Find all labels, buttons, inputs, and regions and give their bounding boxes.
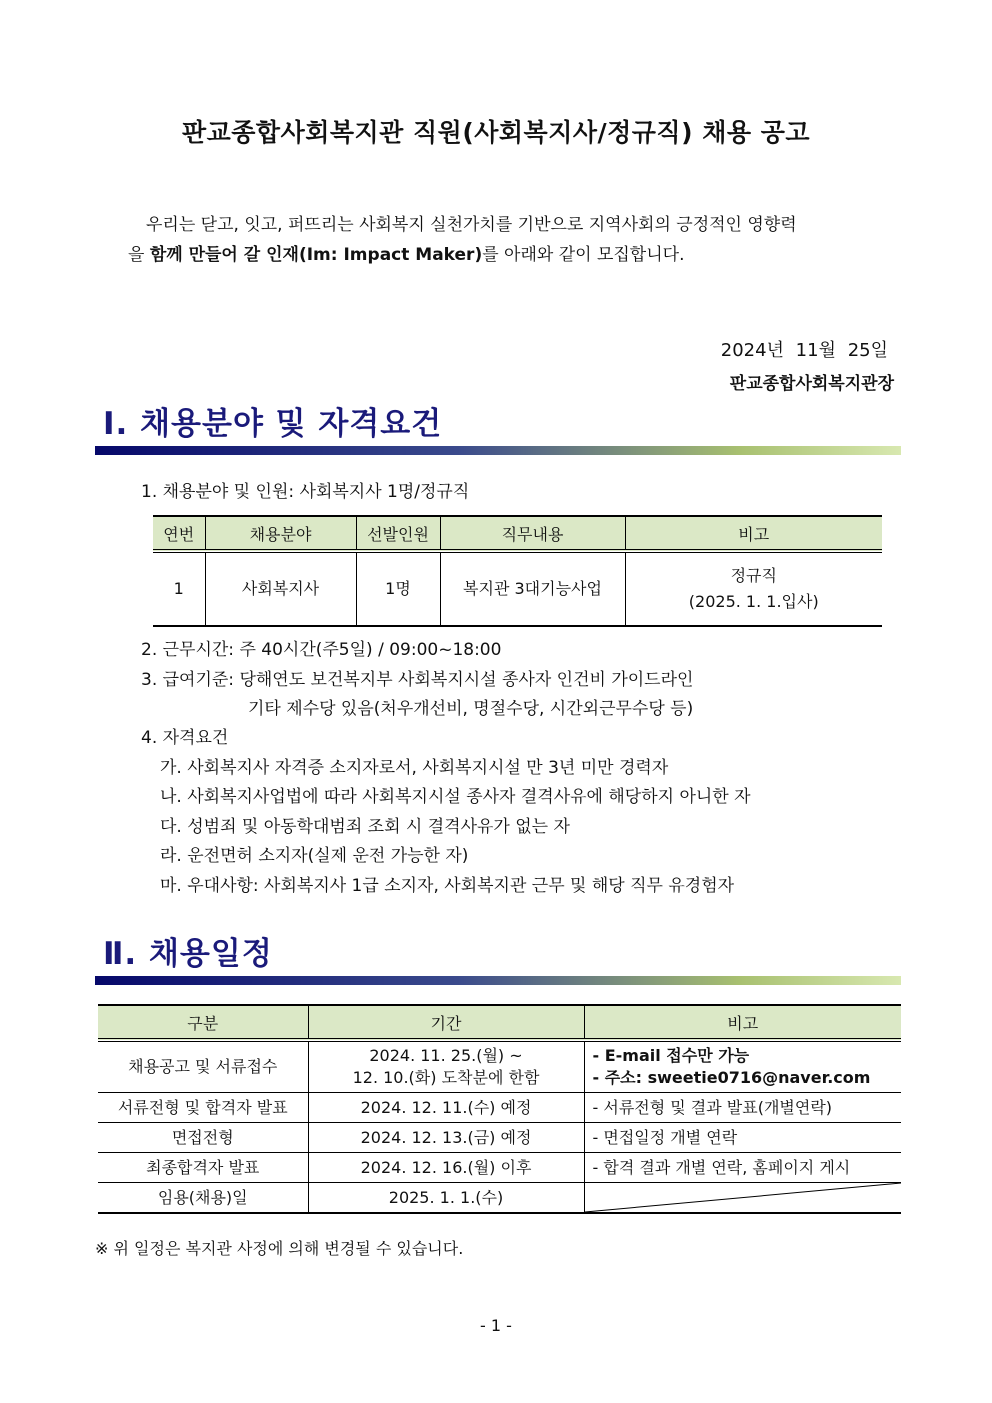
cell-category: 서류전형 및 합격자 발표	[98, 1093, 308, 1123]
item-salary-extra: 기타 제수당 있음(처우개선비, 명절수당, 시간외근무수당 등)	[248, 699, 694, 719]
table-row	[98, 1153, 901, 1183]
header-period: 기간	[308, 1005, 584, 1040]
organization-name: 판교종합사회복지관장	[729, 374, 894, 394]
cell-note: - 합격 결과 개별 연락, 홈페이지 게시	[584, 1153, 901, 1183]
intro-line-2	[128, 240, 888, 270]
cell-period: 2024. 12. 16.(월) 이후	[308, 1153, 584, 1183]
section1-divider-bar	[95, 446, 901, 455]
section2-heading: Ⅱ. 채용일정	[103, 936, 273, 972]
period-start: 2024. 11. 25.(월) ~	[369, 1046, 523, 1065]
remark-start: (2025. 1. 1.입사)	[688, 592, 819, 611]
header-count: 선발인원	[356, 516, 440, 551]
qualification-item: 마. 우대사항: 사회복지사 1급 소지자, 사회복지관 근무 및 해당 직무 유경험자	[160, 876, 735, 896]
intro-line-2-post: 를 아래와 같이 모집합니다.	[482, 245, 685, 265]
page-number: - 1 -	[480, 1316, 512, 1335]
item-work-hours: 2. 근무시간: 주 40시간(주5일) / 09:00~18:00	[141, 640, 502, 660]
table-row	[98, 1040, 901, 1093]
header-no: 연번	[153, 516, 205, 551]
section1-heading: Ⅰ. 채용분야 및 자격요건	[103, 406, 443, 442]
schedule-table-header	[98, 1005, 901, 1040]
item-field-count: 1. 채용분야 및 인원: 사회복지사 1명/정규직	[141, 482, 470, 502]
item-salary: 3. 급여기준: 당해연도 보건복지부 사회복지시설 종사자 인건비 가이드라인	[141, 670, 694, 690]
cell-period: 2024. 12. 11.(수) 예정	[308, 1093, 584, 1123]
diagonal-slash	[585, 1183, 902, 1212]
intro-line-2-bold: 함께 만들어 갈 인재(Im: Impact Maker)	[149, 245, 483, 265]
section2-divider-bar	[95, 976, 901, 985]
cell-category: 채용공고 및 서류접수	[98, 1040, 308, 1093]
qualification-item: 라. 운전면허 소지자(실제 운전 가능한 자)	[160, 846, 469, 866]
cell-period: 2024. 12. 13.(금) 예정	[308, 1123, 584, 1153]
recruitment-table	[153, 515, 882, 627]
intro-line-2-pre: 을	[128, 245, 150, 265]
table-row	[98, 1093, 901, 1123]
header-note: 비고	[584, 1005, 901, 1040]
cell-note-empty	[584, 1183, 901, 1214]
cell-category: 최종합격자 발표	[98, 1153, 308, 1183]
qualification-item: 다. 성범죄 및 아동학대범죄 조회 시 결격사유가 없는 자	[160, 817, 570, 837]
table-row	[98, 1183, 901, 1214]
table-row	[153, 551, 882, 626]
remark-type: 정규직	[730, 566, 777, 585]
cell-period: 2025. 1. 1.(수)	[308, 1183, 584, 1214]
cell-count: 1명	[356, 551, 440, 626]
cell-note: - 서류전형 및 결과 발표(개별연락)	[584, 1093, 901, 1123]
period-end: 12. 10.(화) 도착분에 한함	[352, 1068, 540, 1087]
note-email-address: - 주소: sweetie0716@naver.com	[592, 1068, 871, 1087]
note-email-only: - E-mail 접수만 가능	[592, 1046, 750, 1065]
intro-line-1: 우리는 닫고, 잇고, 퍼뜨리는 사회복지 실천가치를 기반으로 지역사회의 긍정적인 영향력	[146, 215, 797, 235]
cell-remark	[625, 551, 882, 626]
qualification-item: 나. 사회복지사업법에 따라 사회복지시설 종사자 결격사유에 해당하지 아니한 자	[160, 787, 751, 807]
cell-note: - 면접일정 개별 연락	[584, 1123, 901, 1153]
recruitment-table-header	[153, 516, 882, 551]
qualification-item: 가. 사회복지사 자격증 소지자로서, 사회복지시설 만 3년 미만 경력자	[160, 758, 669, 778]
header-duty: 직무내용	[440, 516, 625, 551]
header-remark: 비고	[625, 516, 882, 551]
item-qualifications: 4. 자격요건	[141, 728, 229, 748]
schedule-table	[98, 1004, 901, 1214]
cell-category: 면접전형	[98, 1123, 308, 1153]
cell-period	[308, 1040, 584, 1093]
notice-date: 2024년 11월 25일	[720, 340, 888, 361]
cell-category: 임용(채용)일	[98, 1183, 308, 1214]
cell-note	[584, 1040, 901, 1093]
header-category: 구분	[98, 1005, 308, 1040]
cell-duty: 복지관 3대기능사업	[440, 551, 625, 626]
table-row	[98, 1123, 901, 1153]
page-title: 판교종합사회복지관 직원(사회복지사/정규직) 채용 공고	[181, 118, 811, 147]
cell-field: 사회복지사	[205, 551, 356, 626]
header-field: 채용분야	[205, 516, 356, 551]
footnote: ※ 위 일정은 복지관 사정에 의해 변경될 수 있습니다.	[95, 1239, 464, 1258]
cell-no: 1	[153, 551, 205, 626]
